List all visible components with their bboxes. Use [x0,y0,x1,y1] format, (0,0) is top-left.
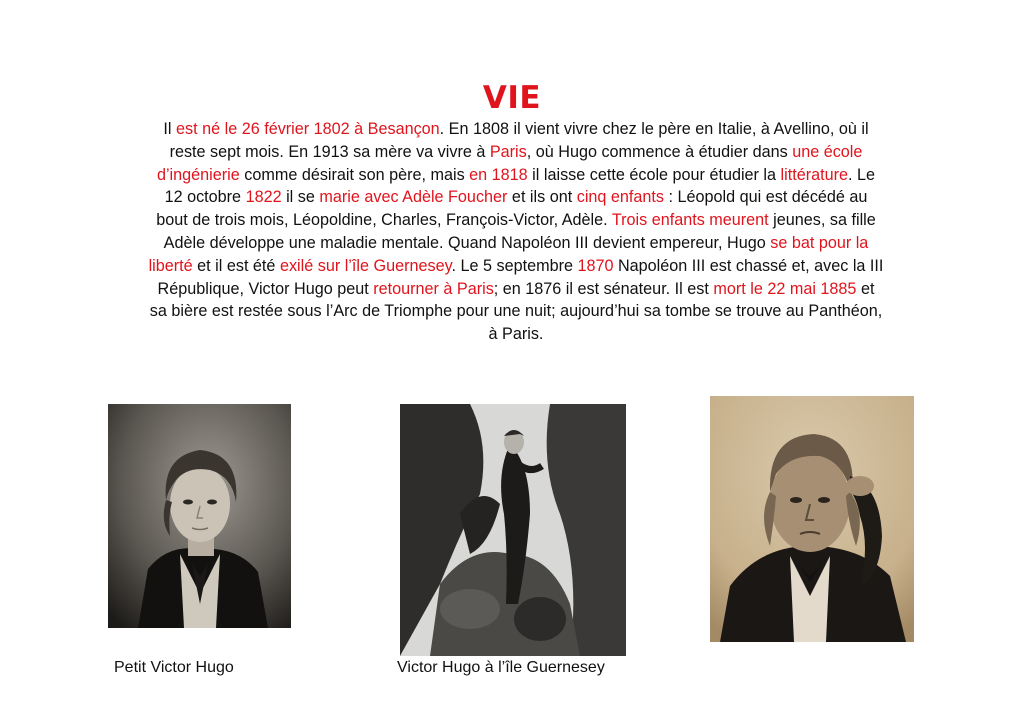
body-text: comme désirait son père, mais [239,165,470,184]
highlighted-text: Paris [489,142,527,161]
highlighted-text: est né le 26 février 1802 à Besançon [176,120,440,138]
body-text: et sa bière est restée sous l’Arc de Triomphe pour une nuit; aujourd’hui sa tombe se trouve au Panthéon, à Paris. [149,279,883,344]
highlighted-text: Trois enfants meurent [611,211,769,230]
body-text: il se [281,188,320,207]
body-text: : Léopold qui est décédé au bout de trois mois, Léopoldine, Charles, François-Victor, Adèle. [156,188,868,230]
body-text: et ils ont [507,188,577,207]
young-victor-hugo-photo [108,404,291,628]
body-text: , où Hugo commence à étudier dans [526,142,793,161]
highlighted-text: se bat pour la liberté [148,233,869,275]
body-text: . Le 12 octobre [164,165,876,207]
caption-young-hugo: Petit Victor Hugo [114,659,234,676]
body-text: Il [163,120,176,138]
highlighted-text: en 1818 [469,165,528,184]
highlighted-text: une école d’ingénierie [156,142,863,184]
highlighted-text: mort le 22 mai 1885 [713,279,857,298]
highlighted-text: marie avec Adèle Foucher [319,188,508,207]
body-text: Napoléon III est chassé et, avec la III République, Victor Hugo peut [157,256,884,298]
highlighted-text: 1822 [245,188,282,207]
highlighted-text: littérature [780,165,849,184]
body-text: et il est été [192,256,280,275]
body-text: jeunes, sa fille Adèle développe une maladie mentale. Quand Napoléon III devient empereur, Hugo [163,211,876,252]
body-text: ; en 1876 il est sénateur. Il est [493,279,714,298]
highlighted-text: cinq enfants [576,188,665,207]
page-title: VIE [482,80,542,116]
highlighted-text: 1870 [577,256,614,275]
body-text: il laisse cette école pour étudier la [527,165,781,184]
biography-paragraph [148,118,884,346]
body-text: . En 1808 il vient vivre chez le père en Italie, à Avellino, où il reste sept mois. En 1913 sa mère va vivre à [169,120,869,161]
guernsey-rock-photo [400,404,626,656]
body-text: . Le 5 septembre [451,256,578,275]
highlighted-text: exilé sur l’île Guernesey [279,256,452,275]
caption-guernsey: Victor Hugo à l’île Guernesey [397,659,605,676]
highlighted-text: retourner à Paris [373,279,494,298]
older-victor-hugo-photo [710,396,914,642]
